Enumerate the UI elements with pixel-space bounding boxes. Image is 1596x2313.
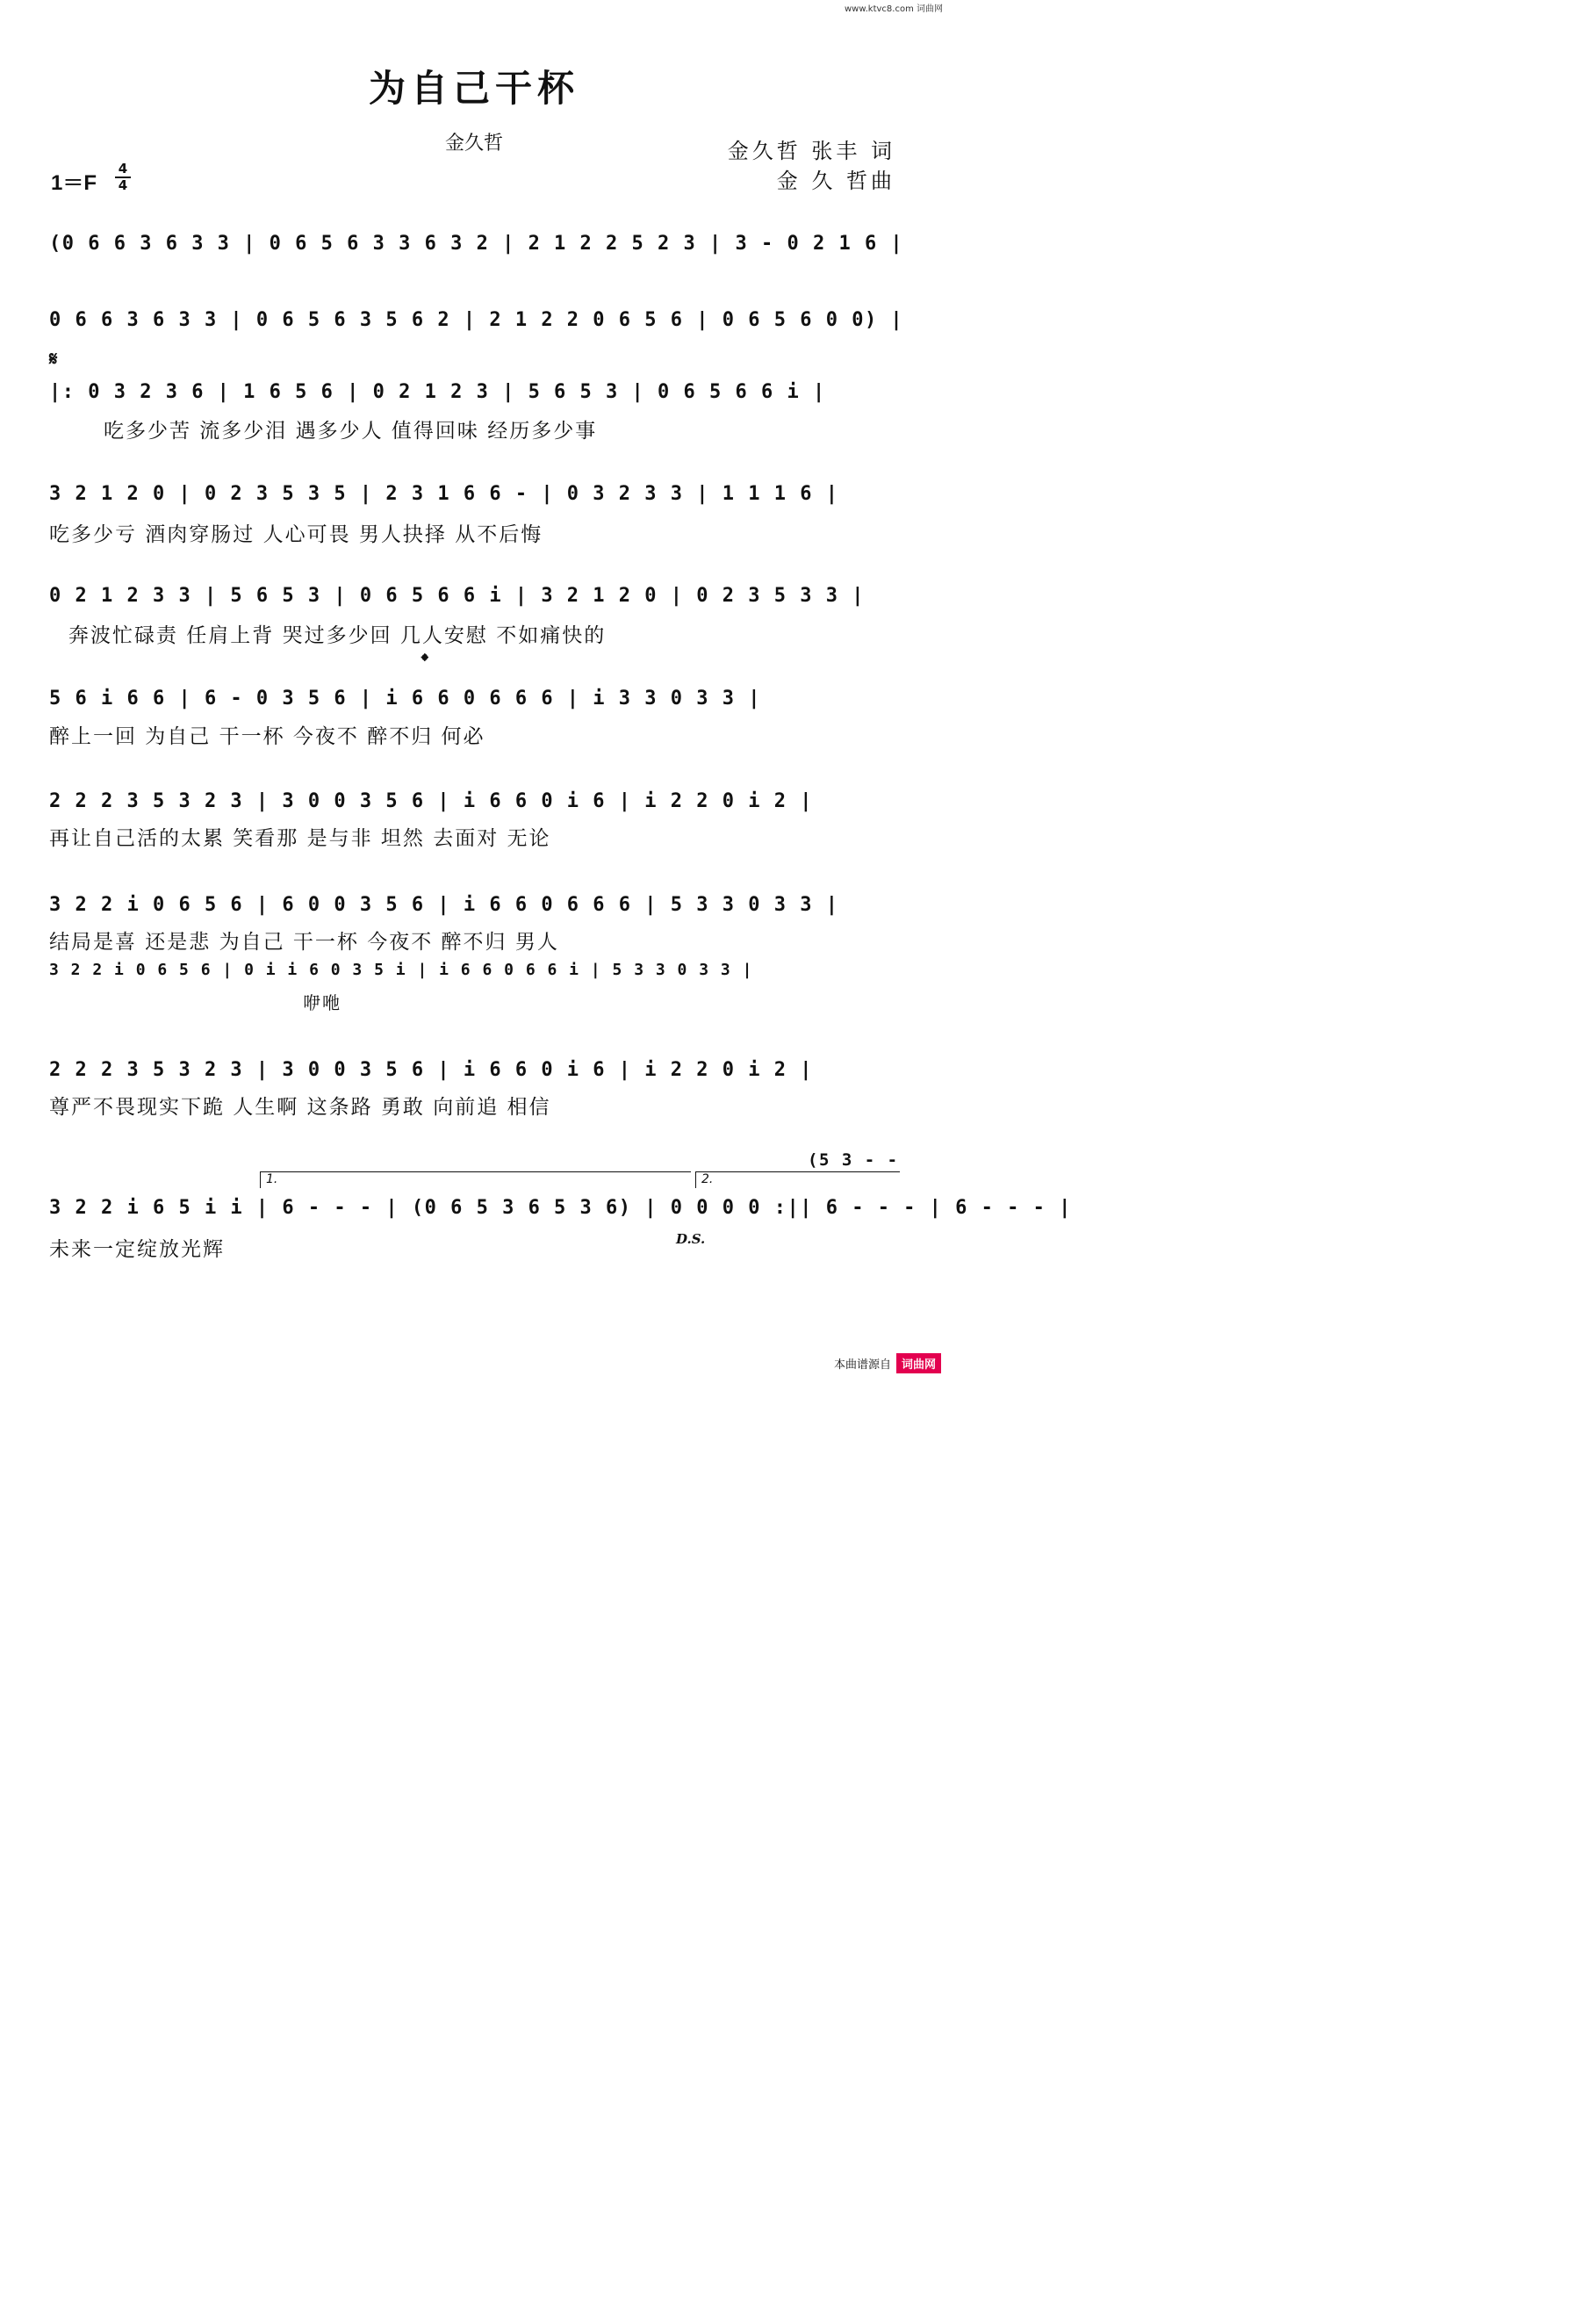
footer-logo: 词曲网 — [896, 1353, 941, 1373]
score-row-7-notes: 2 2 2 3 5 3 2 3 | 3 0 0 3 5 6 | i 6 6 0 i 6 | i 2 2 0 i 2 | — [49, 790, 813, 812]
time-signature — [115, 162, 131, 193]
composer-credit: 金 久 哲曲 — [776, 169, 895, 193]
song-title: 为自己干杯 — [368, 67, 579, 110]
score-row-8-lyrics: 结局是喜 还是悲 为自己 干一杯 今夜不 醉不归 男人 — [49, 931, 559, 954]
score-row-3-notes: |: 0 3 2 3 6 | 1 6 5 6 | 0 2 1 2 3 | 5 6 5 3 | 0 6 5 6 6 i | — [49, 381, 826, 403]
ending-hint: (5 3 - - — [808, 1150, 899, 1170]
score-row-3-lyrics: 吃多少苦 流多少泪 遇多少人 值得回味 经历多少事 — [104, 420, 598, 443]
coda-mark: 𝄌 — [421, 650, 428, 673]
singer-name: 金久哲 — [444, 133, 503, 155]
score-row-10-lyrics: 尊严不畏现实下跪 人生啊 这条路 勇敢 向前追 相信 — [49, 1096, 551, 1119]
score-row-1-notes: (0 6 6 3 6 3 3 | 0 6 5 6 3 3 6 3 2 | 2 1 2 2 5 2 3 | 3 - 0 2 1 6 | — [49, 233, 904, 255]
site-url: www.ktvc8.com 词曲网 — [844, 4, 943, 14]
score-row-9-notes: 3 2 2 i 0 6 5 6 | 0 i i 6 0 3 5 i | i 6 6 0 6 6 i | 5 3 3 0 3 3 | — [49, 961, 753, 979]
segno-mark: 𝄋 — [49, 348, 58, 371]
lyricist-credit: 金久哲 张丰 词 — [727, 139, 895, 163]
volta-2: 2. — [695, 1171, 900, 1188]
volta-1: 1. — [260, 1171, 691, 1188]
score-row-9-lyrics: 咿咃 — [303, 992, 341, 1013]
score-row-7-lyrics: 再让自己活的太累 笑看那 是与非 坦然 去面对 无论 — [49, 827, 551, 850]
score-row-8-notes: 3 2 2 i 0 6 5 6 | 6 0 0 3 5 6 | i 6 6 0 6 6 6 | 5 3 3 0 3 3 | — [49, 894, 839, 916]
score-row-4-notes: 3 2 1 2 0 | 0 2 3 5 3 5 | 2 3 1 6 6 - | 0 3 2 3 3 | 1 1 1 6 | — [49, 483, 839, 505]
score-row-6-notes: 5 6 i 6 6 | 6 - 0 3 5 6 | i 6 6 0 6 6 6 | i 3 3 0 3 3 | — [49, 688, 761, 710]
score-row-2-notes: 0 6 6 3 6 3 3 | 0 6 5 6 3 5 6 2 | 2 1 2 2 0 6 5 6 | 0 6 5 6 0 0) | — [49, 309, 904, 331]
footer-watermark — [834, 1351, 941, 1374]
score-row-10-notes: 2 2 2 3 5 3 2 3 | 3 0 0 3 5 6 | i 6 6 0 i 6 | i 2 2 0 i 2 | — [49, 1059, 813, 1081]
score-row-4-lyrics: 吃多少亏 酒肉穿肠过 人心可畏 男人抉择 从不后悔 — [49, 523, 543, 546]
score-row-6-lyrics: 醉上一回 为自己 干一杯 今夜不 醉不归 何必 — [49, 725, 485, 748]
ds-marking: D.S. — [676, 1231, 706, 1247]
time-signature-bottom: 4 — [115, 177, 131, 193]
score-row-11-lyrics: 未来一定绽放光辉 — [49, 1238, 225, 1261]
key-signature: 1＝F — [51, 171, 97, 195]
time-signature-top: 4 — [118, 161, 128, 177]
score-row-11-notes: 3 2 2 i 6 5 i i | 6 - - - | (0 6 5 3 6 5 3 6) | 0 0 0 0 :|| 6 - - - | 6 - - - | — [49, 1197, 1072, 1219]
score-row-5-notes: 0 2 1 2 3 3 | 5 6 5 3 | 0 6 5 6 6 i | 3 2 1 2 0 | 0 2 3 5 3 3 | — [49, 585, 865, 607]
score-row-5-lyrics: 奔波忙碌责 任肩上背 哭过多少回 几人安慰 不如痛快的 — [68, 624, 607, 647]
footer-text: 本曲谱源自 — [833, 1358, 891, 1372]
